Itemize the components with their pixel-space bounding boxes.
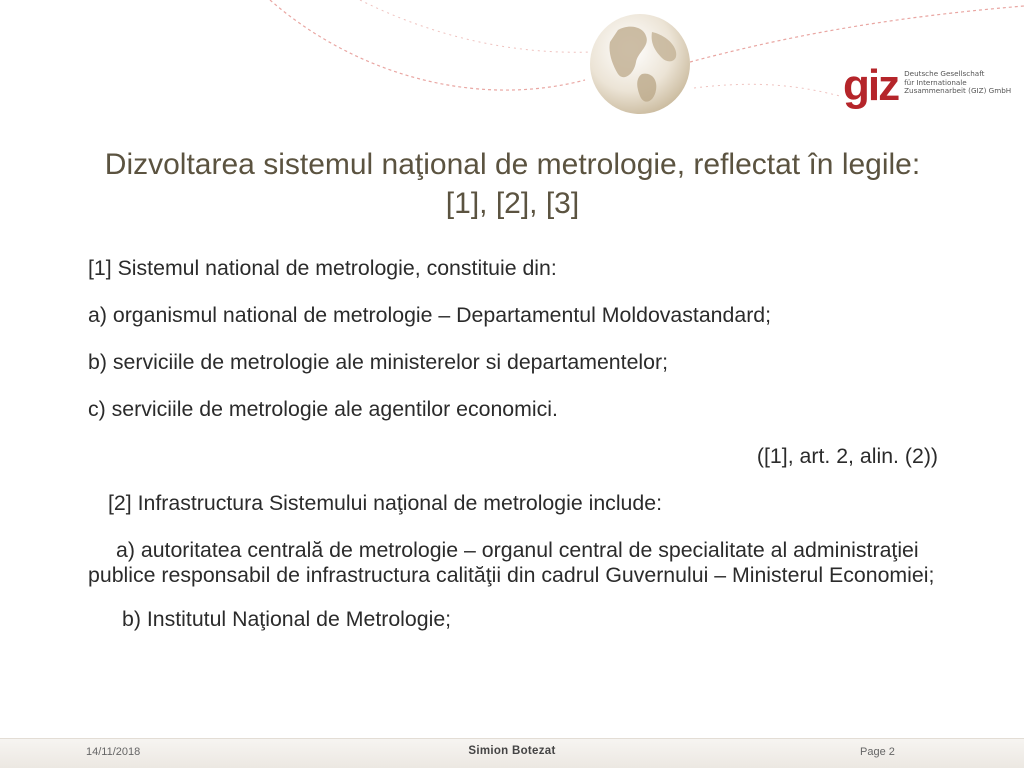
footer-page-number: Page 2 [860, 746, 895, 758]
body-paragraph: c) serviciile de metrologie ale agentilor economici. [88, 397, 558, 421]
slide-body [88, 256, 948, 654]
body-paragraph: b) serviciile de metrologie ale ministerelor si departamentelor; [88, 350, 668, 374]
footer-divider [0, 738, 1024, 739]
body-paragraph: [1] Sistemul national de metrologie, constituie din: [88, 256, 557, 280]
footer-date: 14/11/2018 [86, 746, 141, 758]
giz-logo [843, 61, 1012, 110]
body-paragraph: a) organismul national de metrologie – Departamentul Moldovastandard; [88, 303, 772, 327]
giz-logo-text [904, 70, 1011, 96]
footer-author: Simion Botezat [468, 745, 556, 757]
giz-logo-line: Zusammenarbeit (GIZ) GmbH [904, 86, 1012, 96]
globe-icon [588, 12, 692, 116]
giz-logo-line: für Internationale [904, 77, 967, 87]
body-paragraph: a) autoritatea centrală de metrologie – organul central de specialitate al administraţiei publice responsabil de infrastructura calităţii din cadrul Guvernului – Ministerul Economiei; [88, 538, 935, 587]
giz-logo-line: Deutsche Gesellschaft [904, 69, 985, 78]
slide-title: Dizvoltarea sistemul naţional de metrologie, reflectat în legile: [1], [2], [3] [104, 148, 921, 220]
citation: ([1], art. 2, alin. (2)) [756, 444, 938, 468]
body-paragraph: [2] Infrastructura Sistemului naţional de metrologie include: [108, 491, 663, 515]
giz-logo-mark: giz [843, 61, 899, 110]
body-paragraph: b) Institutul Naţional de Metrologie; [122, 607, 452, 631]
